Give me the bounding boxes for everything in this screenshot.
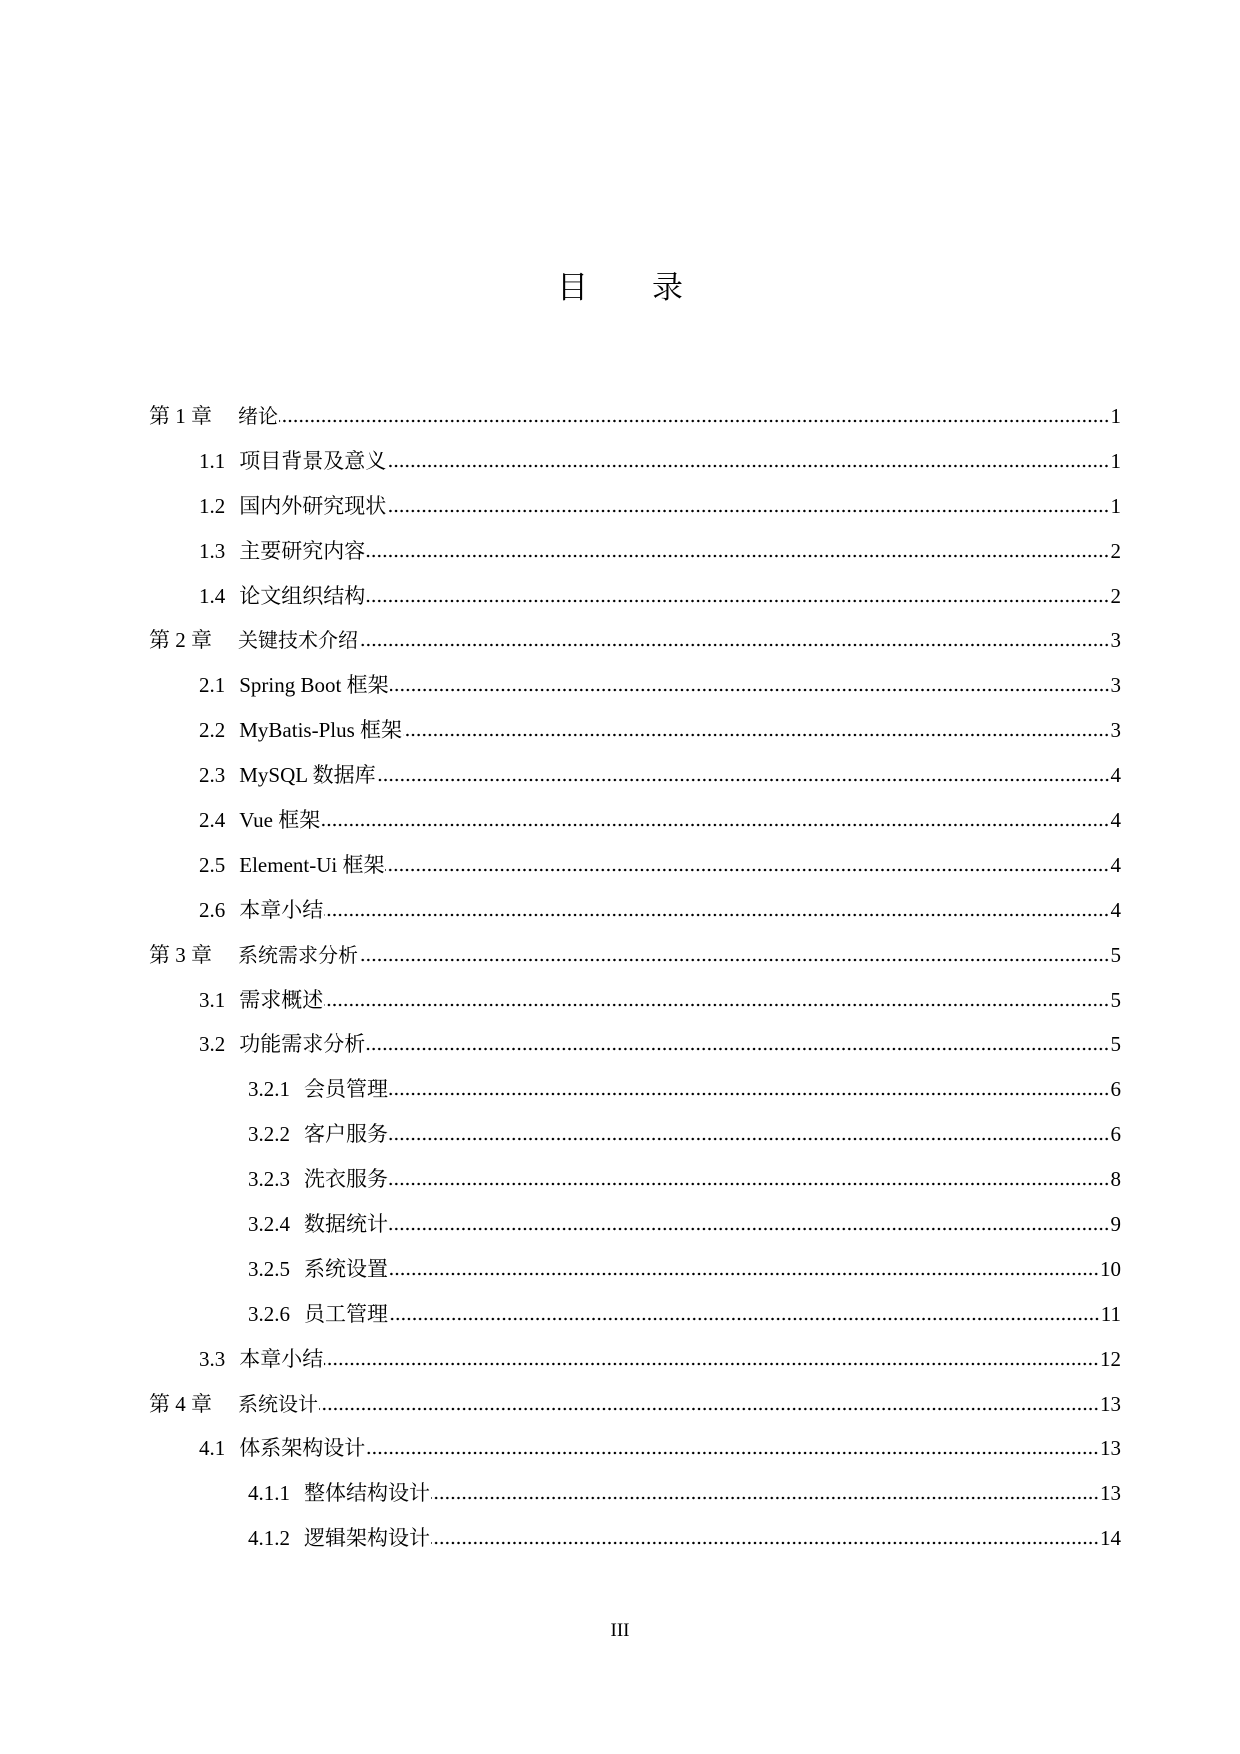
entry-page: 14 <box>1100 1526 1121 1551</box>
entry-page: 2 <box>1110 583 1121 608</box>
toc-section-entry[interactable] <box>149 712 1121 757</box>
entry-page: 3 <box>1110 673 1121 698</box>
entry-page: 4 <box>1110 763 1121 788</box>
entry-page: 10 <box>1100 1256 1121 1281</box>
toc-section-entry[interactable] <box>149 1296 1121 1341</box>
entry-label: 绪论 <box>238 404 278 428</box>
dot-leader <box>403 733 1109 737</box>
dot-leader <box>366 1451 1099 1455</box>
entry-label: Vue 框架 <box>239 808 321 833</box>
entry-label: 逻辑架构设计 <box>304 1526 430 1551</box>
entry-page: 3 <box>1110 628 1121 653</box>
toc-section-entry[interactable] <box>149 1161 1121 1206</box>
entry-number: 3.2.6 <box>248 1301 290 1326</box>
toc-section-entry[interactable] <box>149 802 1121 847</box>
toc-section-entry[interactable] <box>149 578 1121 623</box>
dot-leader <box>389 1317 1100 1321</box>
dot-leader <box>279 419 1110 423</box>
entry-number: 1.2 <box>199 493 226 518</box>
toc-section-entry[interactable] <box>149 1206 1121 1251</box>
entry-number: 1.1 <box>199 448 226 473</box>
entry-page: 11 <box>1100 1301 1121 1326</box>
entry-page: 1 <box>1110 404 1121 428</box>
entry-label: 体系架构设计 <box>239 1436 366 1461</box>
entry-number: 第 3 章 <box>149 942 212 967</box>
dot-leader <box>431 1496 1099 1500</box>
entry-label: 数据统计 <box>304 1212 388 1237</box>
entry-page: 4 <box>1110 897 1121 922</box>
dot-leader <box>389 1092 1110 1096</box>
entry-number: 2.6 <box>199 897 226 922</box>
entry-number: 2.3 <box>199 763 226 788</box>
entry-number: 3.2.3 <box>248 1167 290 1192</box>
entry-page: 4 <box>1110 852 1121 877</box>
entry-number: 3.2.1 <box>248 1077 290 1102</box>
entry-label: 员工管理 <box>304 1301 388 1326</box>
entry-label: 项目背景及意义 <box>239 448 387 473</box>
entry-label: MySQL 数据库 <box>239 763 376 788</box>
entry-number: 1.3 <box>199 538 226 563</box>
entry-number: 1.4 <box>199 583 226 608</box>
entry-label: 关键技术介绍 <box>238 628 358 653</box>
entry-label: 系统设计 <box>238 1391 318 1416</box>
entry-page: 13 <box>1100 1481 1121 1506</box>
toc-section-entry[interactable] <box>149 1251 1121 1296</box>
entry-page: 4 <box>1110 808 1121 833</box>
dot-leader <box>359 643 1110 647</box>
toc-chapter-entry[interactable] <box>149 398 1121 443</box>
toc-section-entry[interactable] <box>149 1071 1121 1116</box>
page-number: III <box>610 1620 630 1641</box>
toc-section-entry[interactable] <box>149 1341 1121 1386</box>
entry-page: 5 <box>1110 942 1121 967</box>
dot-leader <box>389 1227 1110 1231</box>
toc-section-entry[interactable] <box>149 1475 1121 1520</box>
entry-number: 4.1.1 <box>248 1481 290 1506</box>
entry-page: 13 <box>1100 1391 1121 1416</box>
entry-number: 第 4 章 <box>149 1391 212 1416</box>
entry-label: 客户服务 <box>304 1122 388 1147</box>
entry-label: 洗衣服务 <box>304 1167 388 1192</box>
entry-number: 3.2.2 <box>248 1122 290 1147</box>
dot-leader <box>366 1047 1109 1051</box>
entry-page: 2 <box>1110 538 1121 563</box>
entry-number: 3.3 <box>199 1346 226 1371</box>
entry-page: 6 <box>1110 1077 1121 1102</box>
entry-page: 5 <box>1110 987 1121 1012</box>
dot-leader <box>387 509 1109 513</box>
dot-leader <box>324 1362 1099 1366</box>
dot-leader <box>385 868 1109 872</box>
entry-label: 系统设置 <box>304 1256 388 1281</box>
entry-label: 本章小结 <box>239 897 324 922</box>
toc-section-entry[interactable] <box>149 1520 1121 1565</box>
entry-number: 2.5 <box>199 852 226 877</box>
entry-label: 本章小结 <box>239 1346 324 1371</box>
entry-label: Spring Boot 框架 <box>239 673 389 698</box>
toc-section-entry[interactable] <box>149 488 1121 533</box>
entry-number: 3.2.4 <box>248 1212 290 1237</box>
dot-leader <box>389 1137 1110 1141</box>
toc-section-entry[interactable] <box>149 443 1121 488</box>
entry-label: MyBatis-Plus 框架 <box>239 718 403 743</box>
entry-page: 9 <box>1110 1212 1121 1237</box>
dot-leader <box>324 1003 1109 1007</box>
entry-label: 需求概述 <box>239 987 324 1012</box>
dot-leader <box>431 1541 1099 1545</box>
entry-label: 功能需求分析 <box>239 1032 366 1057</box>
entry-number: 2.1 <box>199 673 226 698</box>
dot-leader <box>389 1272 1099 1276</box>
dot-leader <box>377 778 1110 782</box>
entry-page: 1 <box>1110 493 1121 518</box>
entry-number: 3.1 <box>199 987 226 1012</box>
entry-label: 系统需求分析 <box>238 942 358 967</box>
entry-label: 主要研究内容 <box>239 538 366 563</box>
dot-leader <box>359 958 1110 962</box>
dot-leader <box>390 688 1110 692</box>
entry-number: 2.2 <box>199 718 226 743</box>
toc-title-char-2: 录 <box>652 270 683 306</box>
entry-page: 13 <box>1100 1436 1121 1461</box>
dot-leader <box>366 599 1109 603</box>
entry-number: 2.4 <box>199 808 226 833</box>
toc-chapter-entry[interactable] <box>149 937 1121 982</box>
dot-leader <box>321 823 1109 827</box>
entry-number: 4.1.2 <box>248 1526 290 1551</box>
entry-label: Element-Ui 框架 <box>239 852 385 877</box>
entry-page: 3 <box>1110 718 1121 743</box>
toc-section-entry[interactable] <box>149 1026 1121 1071</box>
toc-section-entry[interactable] <box>149 667 1121 712</box>
toc-section-entry[interactable] <box>149 847 1121 892</box>
entry-label: 会员管理 <box>304 1077 388 1102</box>
entry-page: 12 <box>1100 1346 1121 1371</box>
dot-leader <box>387 464 1109 468</box>
entry-number: 第 1 章 <box>149 404 212 428</box>
toc-section-entry[interactable] <box>149 1430 1121 1475</box>
entry-number: 3.2.5 <box>248 1256 290 1281</box>
entry-page: 8 <box>1110 1167 1121 1192</box>
toc-section-entry[interactable] <box>149 892 1121 937</box>
dot-leader <box>319 1407 1099 1411</box>
entry-label: 国内外研究现状 <box>239 493 387 518</box>
toc-section-entry[interactable] <box>149 757 1121 802</box>
toc-chapter-entry[interactable] <box>149 622 1121 667</box>
toc-section-entry[interactable] <box>149 1116 1121 1161</box>
dot-leader <box>389 1182 1110 1186</box>
entry-page: 6 <box>1110 1122 1121 1147</box>
toc-section-entry[interactable] <box>149 533 1121 578</box>
entry-page: 1 <box>1110 448 1121 473</box>
toc-title <box>0 262 1240 307</box>
dot-leader <box>324 913 1109 917</box>
entry-label: 论文组织结构 <box>239 583 366 608</box>
toc-title-char-1: 目 <box>557 270 588 306</box>
toc-section-entry[interactable] <box>149 982 1121 1027</box>
table-of-contents <box>149 398 1121 1565</box>
toc-chapter-entry[interactable] <box>149 1386 1121 1431</box>
entry-number: 第 2 章 <box>149 628 212 653</box>
entry-page: 5 <box>1110 1032 1121 1057</box>
entry-number: 3.2 <box>199 1032 226 1057</box>
entry-number: 4.1 <box>199 1436 226 1461</box>
entry-label: 整体结构设计 <box>304 1481 430 1506</box>
dot-leader <box>366 554 1109 558</box>
